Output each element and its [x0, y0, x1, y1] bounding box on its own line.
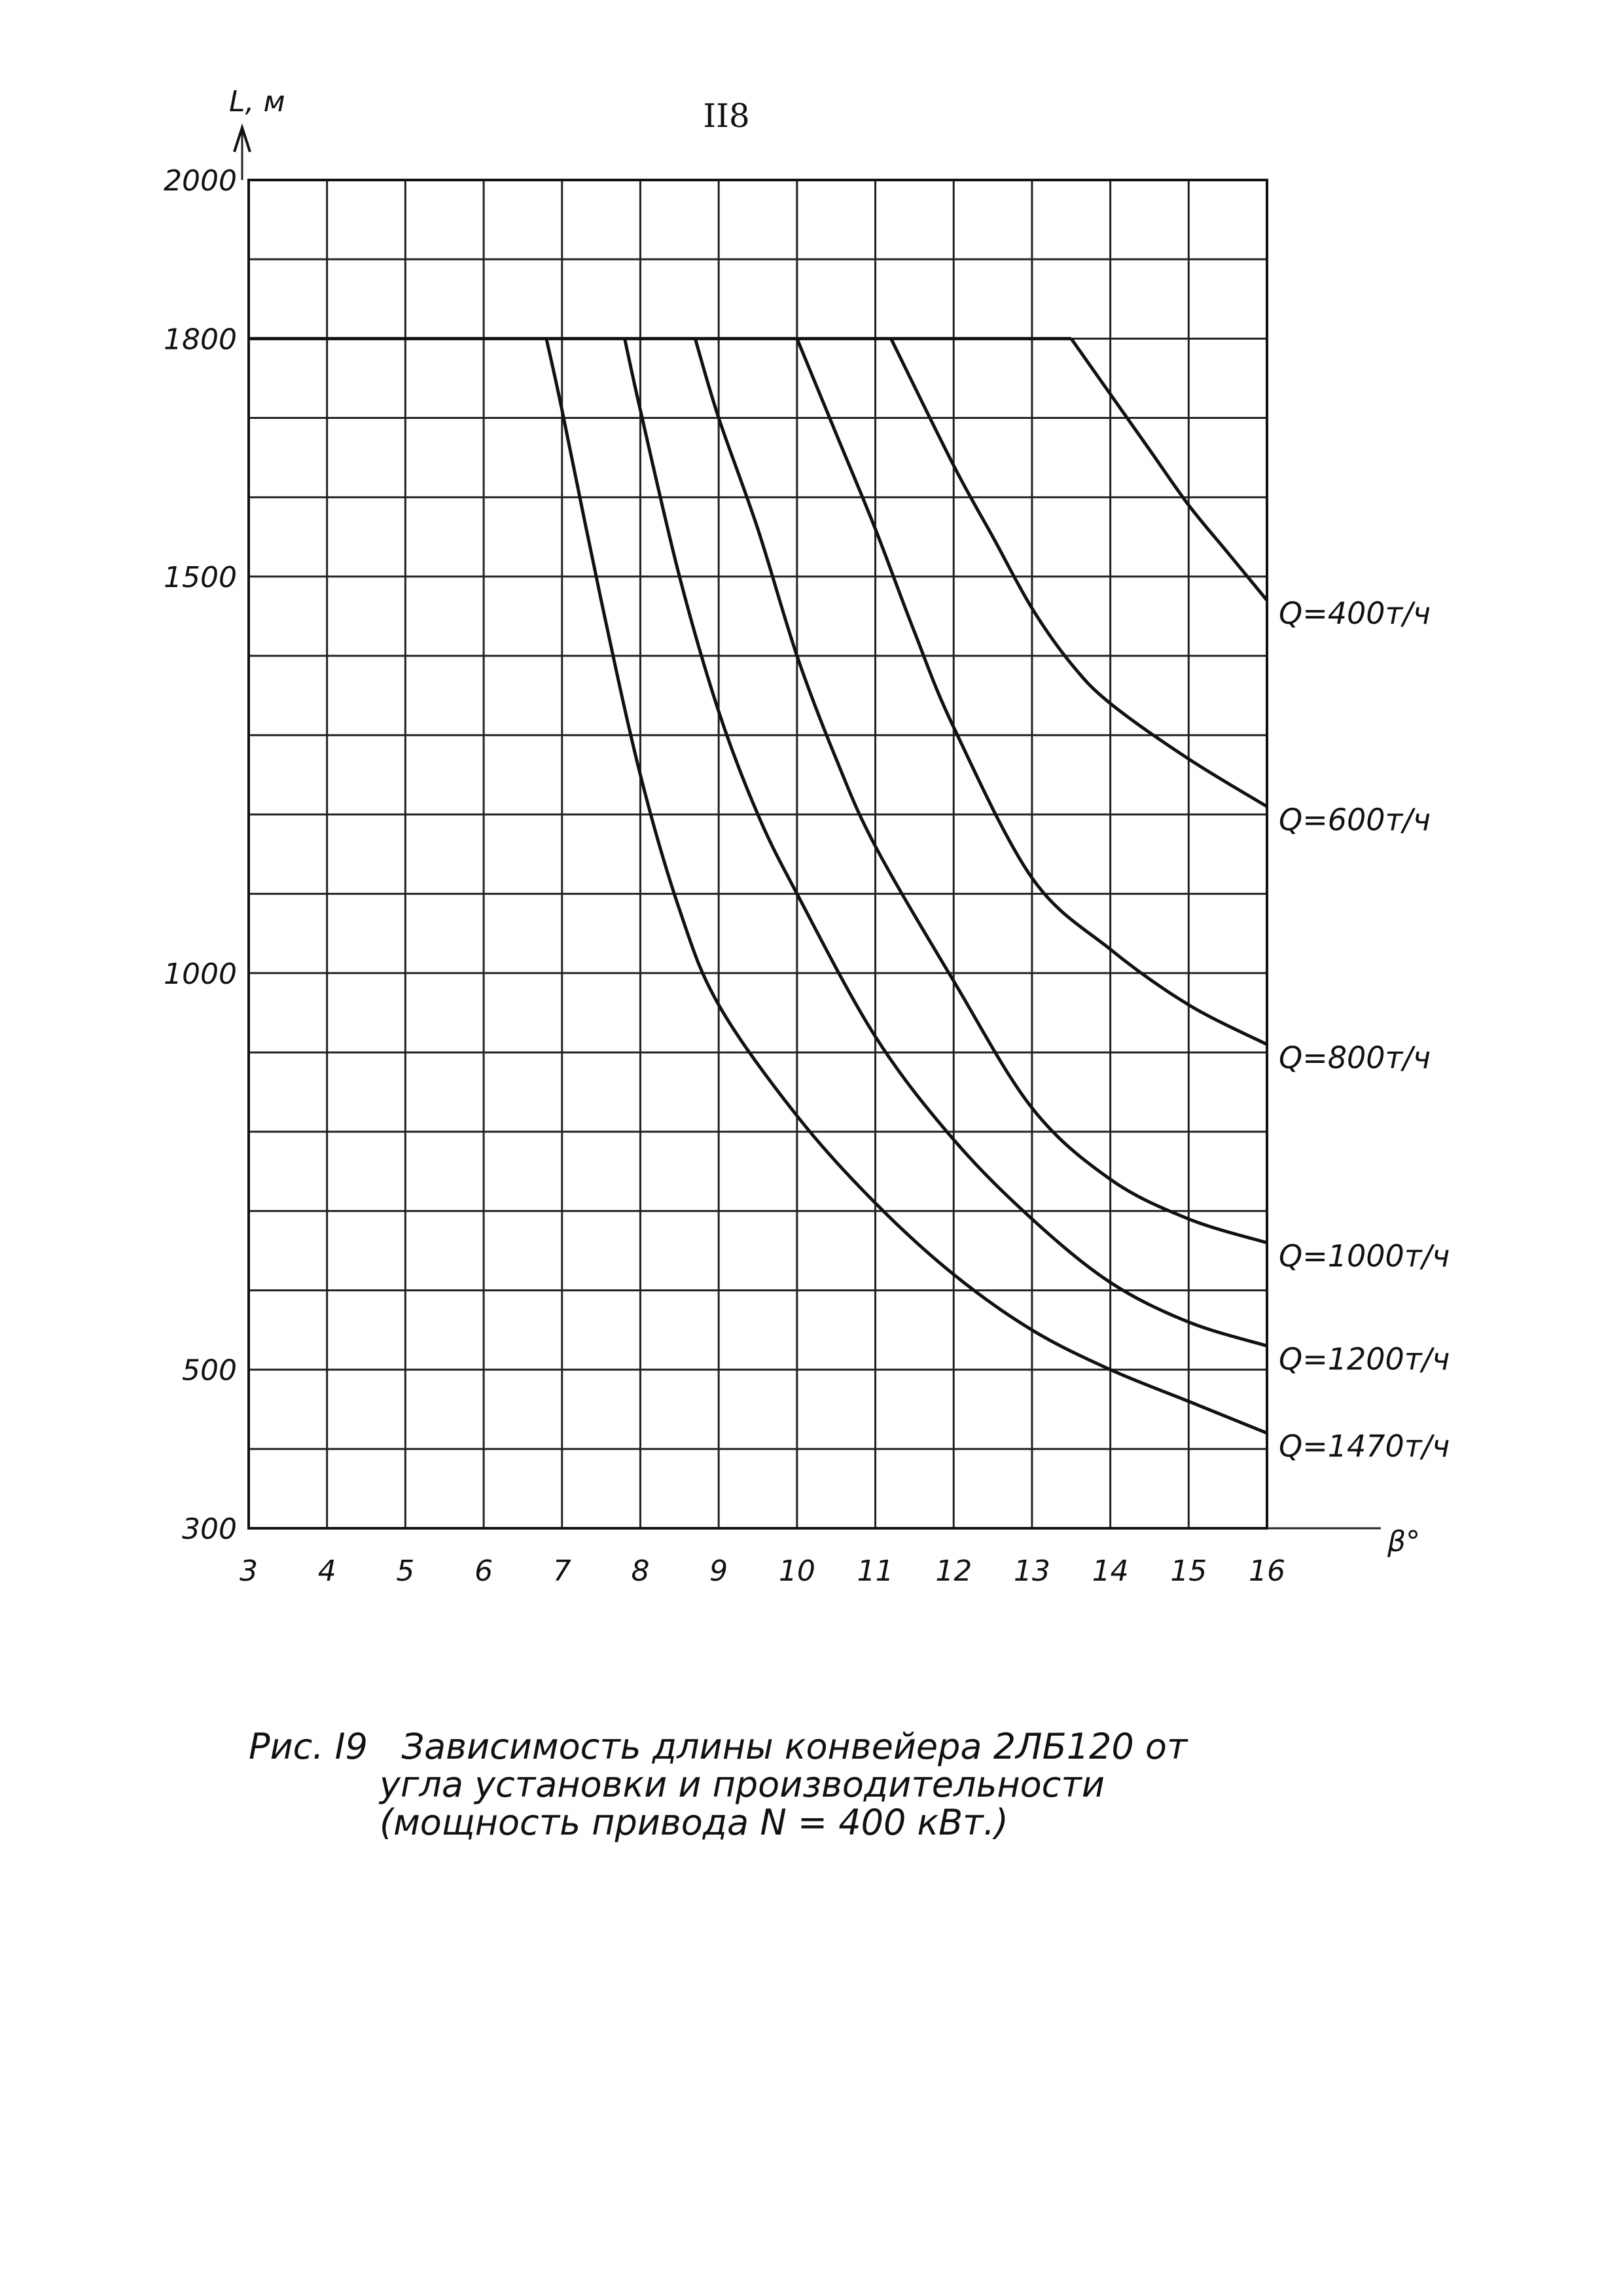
x-tick-label: 8 [631, 1554, 650, 1588]
series-line-0 [1071, 338, 1267, 600]
page-number: II8 [703, 97, 750, 135]
series-label-2: Q=800т/ч [1279, 1039, 1431, 1075]
x-tick-label: 14 [1092, 1554, 1129, 1588]
x-axis-label: β° [1387, 1525, 1421, 1558]
series-label-0: Q=400т/ч [1279, 596, 1431, 632]
series-label-4: Q=1200т/ч [1279, 1341, 1450, 1377]
series-label-3: Q=1000т/ч [1279, 1238, 1450, 1274]
y-tick-label: 300 [182, 1513, 237, 1546]
y-tick-label: 1500 [164, 560, 237, 594]
y-tick-label: 500 [182, 1354, 237, 1388]
label-layer [1279, 596, 1450, 1463]
y-tick-label: 2000 [164, 164, 237, 198]
x-tick-label: 12 [935, 1554, 972, 1588]
x-tick-label: 11 [857, 1554, 894, 1588]
y-tick-label: 1800 [164, 323, 237, 357]
caption-line-1: Рис. I9 Зависимость длины конвейера 2ЛБ120 от [249, 1726, 1188, 1767]
series-label-1: Q=600т/ч [1279, 802, 1431, 838]
x-tick-label: 6 [474, 1554, 493, 1588]
x-tick-label: 4 [317, 1554, 336, 1588]
y-tick-label: 1000 [164, 957, 237, 991]
plot-frame [249, 180, 1267, 1528]
x-tick-label: 10 [778, 1554, 815, 1588]
curve-layer [249, 338, 1267, 1433]
x-tick-label: 16 [1249, 1554, 1285, 1588]
x-tick-label: 3 [240, 1554, 258, 1588]
x-tick-label: 15 [1170, 1554, 1207, 1588]
x-tick-label: 9 [709, 1554, 728, 1588]
series-line-4 [625, 338, 1267, 1346]
caption-line-3: (мощность привода N = 400 кВт.) [380, 1802, 1008, 1843]
series-line-5 [546, 338, 1267, 1433]
series-line-3 [695, 338, 1267, 1242]
x-tick-label: 7 [552, 1554, 571, 1588]
x-tick-label: 5 [396, 1554, 415, 1588]
figure-caption [249, 1728, 1492, 1842]
y-axis-label: L, м [229, 85, 285, 118]
x-tick-label: 13 [1013, 1554, 1050, 1588]
caption-line-2: угла установки и производительности [380, 1764, 1105, 1805]
series-label-5: Q=1470т/ч [1279, 1428, 1450, 1464]
series-line-1 [891, 338, 1267, 806]
